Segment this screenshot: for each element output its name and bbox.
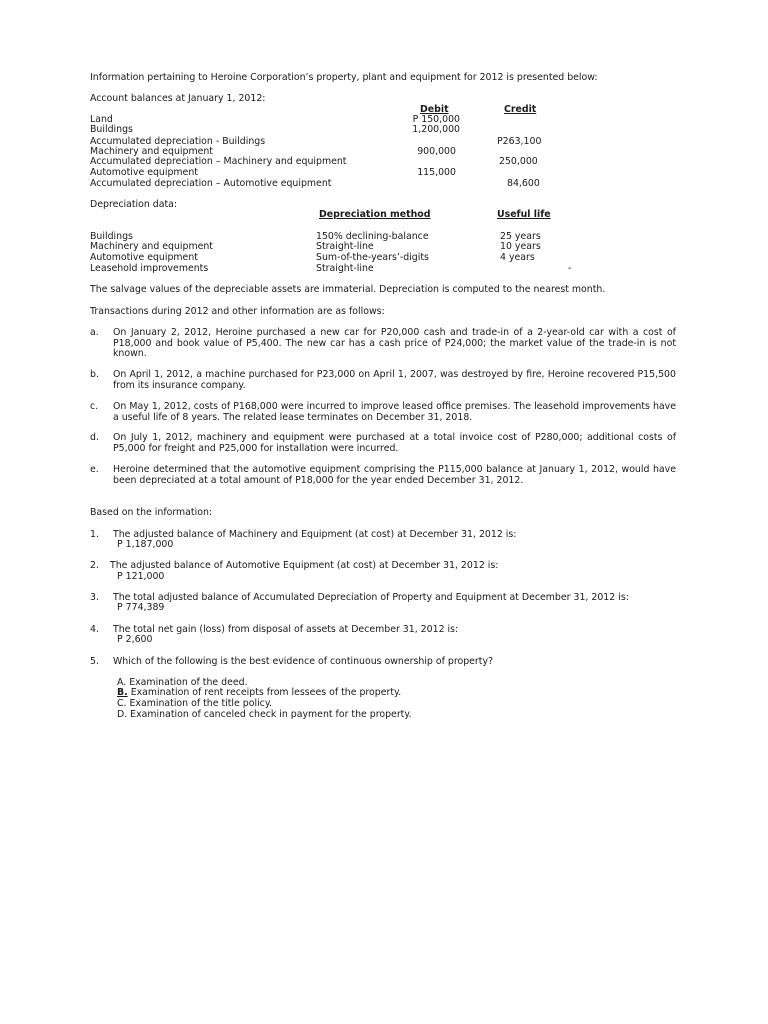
dep-life: 4 years bbox=[500, 252, 535, 263]
transactions-heading: Transactions during 2012 and other information are as follows: bbox=[90, 306, 385, 317]
transaction-text: On April 1, 2012, a machine purchased for P23,000 on April 1, 2007, was destroyed by fire, Heroine recovered P15,500 from its insurance company. bbox=[113, 369, 676, 391]
choice-item bbox=[117, 699, 272, 710]
dep-life: - bbox=[568, 263, 572, 274]
balance-debit: 115,000 bbox=[417, 167, 456, 178]
question-number: 1. bbox=[90, 529, 99, 540]
choice-letter: D. bbox=[117, 709, 128, 720]
balance-account: Automotive equipment bbox=[90, 167, 198, 178]
dep-method: Straight-line bbox=[316, 263, 374, 274]
life-header: Useful life bbox=[497, 209, 551, 220]
choice-letter: C. bbox=[117, 698, 127, 709]
balance-debit: P 150,000 bbox=[412, 114, 460, 125]
question-text: The total adjusted balance of Accumulated Depreciation of Property and Equipment at December 31, 2012 is: bbox=[113, 592, 629, 603]
balance-debit: 900,000 bbox=[417, 146, 456, 157]
depreciation-heading: Depreciation data: bbox=[90, 199, 178, 210]
balance-account: Buildings bbox=[90, 124, 133, 135]
question-number: 3. bbox=[90, 592, 99, 603]
dep-asset: Buildings bbox=[90, 231, 133, 242]
transaction-label: d. bbox=[90, 432, 99, 443]
dep-method: Straight-line bbox=[316, 241, 374, 252]
choice-letter-selected: B. bbox=[117, 687, 128, 698]
choice-text: Examination of the deed. bbox=[126, 677, 248, 688]
dep-asset: Machinery and equipment bbox=[90, 241, 213, 252]
question-number: 2. bbox=[90, 560, 99, 571]
method-header: Depreciation method bbox=[319, 209, 431, 220]
question-text: The adjusted balance of Automotive Equipment (at cost) at December 31, 2012 is: bbox=[110, 560, 499, 571]
question-answer: P 774,389 bbox=[117, 602, 165, 613]
transaction-label: e. bbox=[90, 464, 99, 475]
question-answer: P 1,187,000 bbox=[117, 539, 174, 550]
balances-heading: Account balances at January 1, 2012: bbox=[90, 93, 266, 104]
choice-text: Examination of the title policy. bbox=[126, 698, 273, 709]
transaction-label: b. bbox=[90, 369, 99, 380]
balance-credit: P263,100 bbox=[497, 136, 542, 147]
balance-account: Accumulated depreciation - Buildings bbox=[90, 136, 266, 147]
dep-life: 10 years bbox=[500, 241, 541, 252]
question-text: The adjusted balance of Machinery and Equipment (at cost) at December 31, 2012 is: bbox=[113, 529, 517, 540]
question-answer: P 121,000 bbox=[117, 571, 165, 582]
balance-account: Land bbox=[90, 114, 113, 125]
credit-header: Credit bbox=[504, 104, 537, 115]
intro-text: Information pertaining to Heroine Corporation’s property, plant and equipment for 2012 is presented below: bbox=[90, 72, 598, 83]
dep-life: 25 years bbox=[500, 231, 541, 242]
balance-account: Machinery and equipment bbox=[90, 146, 213, 157]
transaction-text: On July 1, 2012, machinery and equipment were purchased at a total invoice cost of P280,000; additional costs of P5,000 for freight and P25,000 for installation were incurred. bbox=[113, 432, 676, 454]
salvage-note: The salvage values of the depreciable assets are immaterial. Depreciation is computed to the nearest month. bbox=[90, 284, 606, 295]
dep-method: Sum-of-the-years’-digits bbox=[316, 252, 429, 263]
question-number: 5. bbox=[90, 656, 99, 667]
balance-account: Accumulated depreciation – Machinery and equipment bbox=[90, 156, 347, 167]
based-on-text: Based on the information: bbox=[90, 507, 213, 518]
question-text: The total net gain (loss) from disposal of assets at December 31, 2012 is: bbox=[113, 624, 459, 635]
dep-method: 150% declining-balance bbox=[316, 231, 429, 242]
choice-text: Examination of canceled check in payment for the property. bbox=[127, 709, 412, 720]
dep-asset: Automotive equipment bbox=[90, 252, 198, 263]
transaction-text: On January 2, 2012, Heroine purchased a new car for P20,000 cash and trade-in of a 2-year-old car with a cost of P18,000 and book value of P5,400. The new car has a cash price of P24,000; the market value of the trade-in is not known. bbox=[113, 327, 676, 360]
balance-credit: 84,600 bbox=[507, 178, 540, 189]
transaction-text: Heroine determined that the automotive equipment comprising the P115,000 balance at January 1, 2012, would have been depreciated at a total amount of P18,000 for the year ended December 31, 2012. bbox=[113, 464, 676, 486]
balance-debit: 1,200,000 bbox=[412, 124, 460, 135]
question-answer: P 2,600 bbox=[117, 634, 153, 645]
choice-item bbox=[117, 710, 412, 721]
question-text: Which of the following is the best evidence of continuous ownership of property? bbox=[113, 656, 493, 667]
choice-text: Examination of rent receipts from lessees of the property. bbox=[127, 687, 402, 698]
balance-account: Accumulated depreciation – Automotive equipment bbox=[90, 178, 332, 189]
choice-letter: A. bbox=[117, 677, 127, 688]
question-number: 4. bbox=[90, 624, 99, 635]
choice-item bbox=[117, 688, 401, 699]
debit-header: Debit bbox=[420, 104, 449, 115]
dep-asset: Leasehold improvements bbox=[90, 263, 209, 274]
transaction-label: a. bbox=[90, 327, 99, 338]
balance-credit: 250,000 bbox=[499, 156, 538, 167]
transaction-text: On May 1, 2012, costs of P168,000 were incurred to improve leased office premises. The leasehold improvements have a useful life of 8 years. The related lease terminates on December 31, 2018. bbox=[113, 401, 676, 423]
transaction-label: c. bbox=[90, 401, 99, 412]
